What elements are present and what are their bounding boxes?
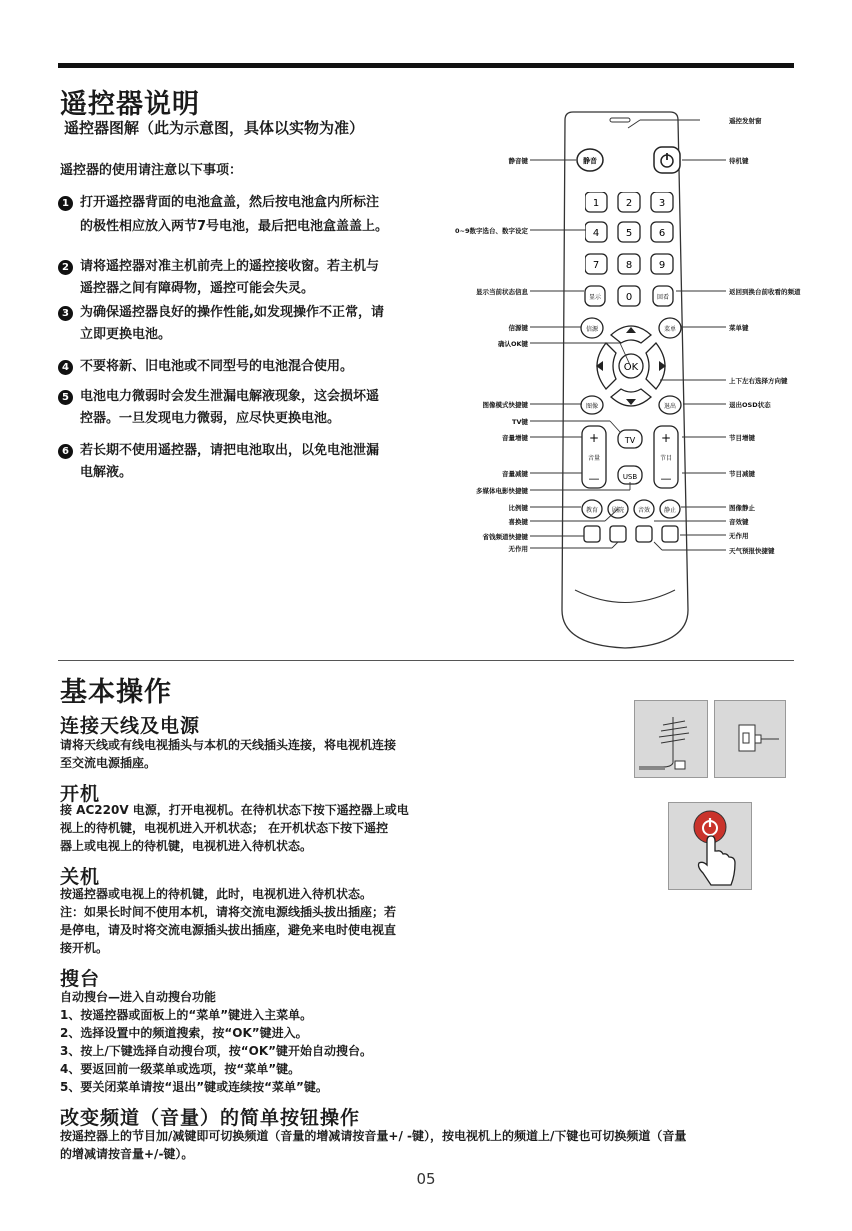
label-freeze: 图像静止 xyxy=(729,504,755,512)
note-line: 控器。一旦发现电力微弱，应尽快更换电池。 xyxy=(80,411,341,426)
label-display: 显示当前状态信息 xyxy=(476,288,528,296)
note-line: 电池电力微弱时会发生泄漏电解液现象，这会损坏遥 xyxy=(80,389,380,404)
label-picture-mode: 图像模式快捷键 xyxy=(482,401,528,409)
note-line: 若长期不使用遥控器，请把电池取出，以免电池泄漏 xyxy=(80,443,380,458)
note-item xyxy=(58,256,418,302)
note-line: 的极性相应放入两节7号电池，最后把电池盒盖盖上。 xyxy=(80,219,389,234)
page-number: 05 xyxy=(416,1170,436,1188)
label-exit: 退出OSD状态 xyxy=(729,401,771,409)
note-number: 1 xyxy=(58,196,73,211)
svg-text:0: 0 xyxy=(625,292,633,303)
svg-text:3: 3 xyxy=(658,198,666,209)
label-source: 信源键 xyxy=(508,324,528,332)
label-multimedia: 多媒体电影快捷键 xyxy=(476,487,528,495)
notes-intro: 遥控器的使用请注意以下事项： xyxy=(60,163,243,178)
label-volume-down: 音量减键 xyxy=(502,470,528,478)
para-line: 按遥控器上的节目加/减键即可切换频道（音量的增减请按音量+/ -键），按电视机上的频道上/下键也可切换频道（音量 xyxy=(60,1129,687,1143)
note-number: 3 xyxy=(58,306,73,321)
note-number: 4 xyxy=(58,360,73,375)
note-item xyxy=(58,356,418,386)
section-title-remote: 遥控器说明 xyxy=(60,89,200,120)
note-item xyxy=(58,192,418,256)
svg-text:教育: 教育 xyxy=(585,507,599,514)
svg-text:菜单: 菜单 xyxy=(663,326,677,333)
note-number: 6 xyxy=(58,444,73,459)
label-ok: 确认OK键 xyxy=(497,340,528,348)
outlet-figure xyxy=(714,700,786,778)
svg-text:静止: 静止 xyxy=(663,507,677,514)
svg-text:回看: 回看 xyxy=(656,294,670,301)
para-line: 接开机。 xyxy=(60,941,109,955)
svg-text:信源: 信源 xyxy=(585,326,599,333)
svg-text:8: 8 xyxy=(625,260,633,271)
para-line: 接 AC220V 电源，打开电视机。在待机状态下按下遥控器上或电 xyxy=(60,803,409,817)
para-line: 3、按上/下键选择自动搜台项，按“OK”键开始自动搜台。 xyxy=(60,1044,373,1058)
label-volume-up: 音量增键 xyxy=(502,434,528,442)
note-line: 为确保遥控器良好的操作性能,如发现操作不正常，请 xyxy=(80,305,384,320)
para-line: 视上的待机键，电视机进入开机状态； 在开机状态下按下遥控 xyxy=(60,821,389,835)
antenna-figure xyxy=(634,700,708,778)
svg-text:OK: OK xyxy=(623,362,639,373)
section-title-basic: 基本操作 xyxy=(60,677,172,708)
label-saving-channel: 省钱频道快捷键 xyxy=(482,533,528,541)
svg-text:1: 1 xyxy=(592,198,600,209)
svg-text:5: 5 xyxy=(625,228,633,239)
svg-text:—: — xyxy=(588,472,600,485)
svg-text:节目: 节目 xyxy=(659,455,673,462)
label-menu: 菜单键 xyxy=(729,324,749,332)
svg-text:4: 4 xyxy=(592,228,600,239)
svg-text:—: — xyxy=(660,472,672,485)
heading-channel-search: 搜台 xyxy=(60,968,101,990)
heading-power-on: 开机 xyxy=(60,783,101,805)
label-ratio: 比例键 xyxy=(508,504,528,512)
svg-text:7: 7 xyxy=(592,260,600,271)
heading-change-channel: 改变频道（音量）的简单按钮操作 xyxy=(60,1107,361,1129)
para-line: 1、按遥控器或面板上的“菜单”键进入主菜单。 xyxy=(60,1008,313,1022)
note-item xyxy=(58,386,418,440)
note-number: 5 xyxy=(58,390,73,405)
note-line: 打开遥控器背面的电池盒盖，然后按电池盒内所标注 xyxy=(80,195,380,210)
label-no-function-right: 无作用 xyxy=(729,532,749,540)
mute-label: 静音 xyxy=(583,157,597,165)
label-direction: 上下左右选择方向键 xyxy=(729,377,788,385)
note-line: 立即更换电池。 xyxy=(80,327,172,342)
label-no-function-left: 无作用 xyxy=(508,545,528,553)
svg-text:显示: 显示 xyxy=(588,294,602,301)
svg-text:音量: 音量 xyxy=(587,455,601,462)
svg-text:2: 2 xyxy=(625,198,633,209)
para-line: 至交流电源插座。 xyxy=(60,756,157,770)
para-line: 5、要关闭菜单请按“退出”键或连续按“菜单”键。 xyxy=(60,1080,328,1094)
note-line: 遥控器之间有障碍物，遥控可能会失灵。 xyxy=(80,281,315,296)
para-line: 请将天线或有线电视插头与本机的天线插头连接，将电视机连接 xyxy=(60,738,397,752)
svg-text:TV: TV xyxy=(624,436,636,445)
svg-text:+: + xyxy=(588,431,600,445)
para-line: 4、要返回前一级菜单或选项，按“菜单”键。 xyxy=(60,1062,301,1076)
svg-text:剧院: 剧院 xyxy=(611,507,625,514)
heading-power-off: 关机 xyxy=(60,866,101,888)
note-number: 2 xyxy=(58,260,73,275)
label-swap: 喜换键 xyxy=(508,518,528,526)
power-plug-icon xyxy=(715,701,785,777)
svg-text:USB: USB xyxy=(622,473,638,481)
label-program-up: 节目增键 xyxy=(729,434,755,442)
svg-text:6: 6 xyxy=(658,228,666,239)
label-recall: 返回到换台前收看的频道 xyxy=(729,288,801,296)
para-line: 注：如果长时间不使用本机，请将交流电源线插头拔出插座；若 xyxy=(60,905,397,919)
para-line: 按遥控器或电视上的待机键，此时，电视机进入待机状态。 xyxy=(60,887,373,901)
para-line: 的增减请按音量+/-键）。 xyxy=(60,1147,194,1161)
para-line: 自动搜台—进入自动搜台功能 xyxy=(60,990,217,1004)
label-weather: 天气预报快捷键 xyxy=(729,547,775,555)
label-number-keys: 0~9数字选台、数字设定 xyxy=(455,227,528,235)
note-line: 不要将新、旧电池或不同型号的电池混合使用。 xyxy=(80,359,354,374)
para-line: 是停电，请及时将交流电源插头拔出插座，避免来电时使电视直 xyxy=(60,923,397,937)
para-line: 2、选择设置中的频道搜索，按“OK”键进入。 xyxy=(60,1026,308,1040)
press-power-figure xyxy=(668,802,752,890)
svg-text:退出: 退出 xyxy=(663,403,677,410)
svg-text:图像: 图像 xyxy=(585,403,599,410)
para-line: 器上或电视上的待机键，电视机进入待机状态。 xyxy=(60,839,313,853)
section-divider xyxy=(58,660,794,661)
label-mute: 静音键 xyxy=(508,157,528,165)
svg-text:音效: 音效 xyxy=(637,507,651,514)
label-standby: 待机键 xyxy=(729,157,749,165)
note-item xyxy=(58,302,418,356)
section-subtitle-remote: 遥控器图解（此为示意图，具体以实物为准） xyxy=(64,119,365,137)
antenna-icon xyxy=(635,701,707,777)
svg-text:9: 9 xyxy=(658,260,666,271)
label-program-down: 节目减键 xyxy=(729,470,755,478)
note-line: 请将遥控器对准主机前壳上的遥控接收窗。若主机与 xyxy=(80,259,380,274)
note-item xyxy=(58,440,418,490)
note-line: 电解液。 xyxy=(80,465,133,480)
heading-antenna-power: 连接天线及电源 xyxy=(60,715,201,737)
top-rule xyxy=(58,63,794,68)
notes-list xyxy=(58,192,418,490)
label-sound: 音效键 xyxy=(729,518,749,526)
hand-power-icon xyxy=(669,803,751,889)
svg-text:+: + xyxy=(660,431,672,445)
label-tv: TV键 xyxy=(512,418,528,426)
label-ir-window: 遥控发射窗 xyxy=(729,117,762,125)
